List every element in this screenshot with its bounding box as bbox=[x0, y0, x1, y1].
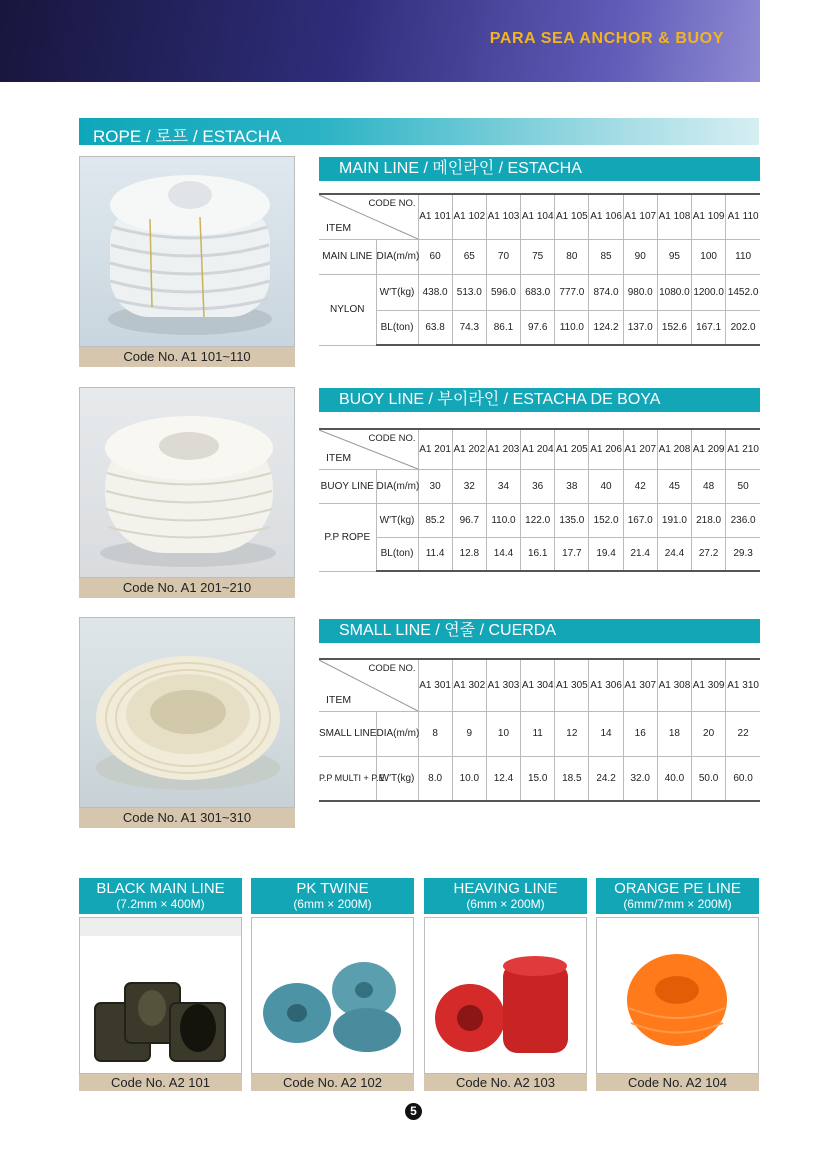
section-bar-rope bbox=[79, 118, 759, 145]
code-cell: A1 309 bbox=[692, 659, 726, 711]
code-cell: A1 110 bbox=[726, 194, 760, 239]
table-cell: 95 bbox=[657, 239, 691, 274]
table-cell: 122.0 bbox=[521, 503, 555, 537]
code-cell: A1 201 bbox=[418, 429, 452, 469]
header-diagonal-cell: CODE NO. ITEM bbox=[319, 659, 418, 711]
table-cell: 777.0 bbox=[555, 274, 589, 310]
table-cell: 36 bbox=[521, 469, 555, 503]
table-cell: 683.0 bbox=[521, 274, 555, 310]
row-unit: W'T(kg) bbox=[376, 756, 418, 801]
code-cell: A1 202 bbox=[452, 429, 486, 469]
product-photo bbox=[79, 917, 242, 1074]
code-cell: A1 203 bbox=[486, 429, 520, 469]
row-unit: BL(ton) bbox=[376, 310, 418, 345]
table-cell: 40.0 bbox=[657, 756, 691, 801]
table-cell: 63.8 bbox=[418, 310, 452, 345]
table-cell: 438.0 bbox=[418, 274, 452, 310]
table-cell: 24.2 bbox=[589, 756, 623, 801]
row-label: P.P MULTI + P.E bbox=[319, 756, 376, 801]
small-line-table bbox=[319, 658, 760, 802]
buoy-line-table bbox=[319, 428, 760, 572]
product-spec: (6mm/7mm × 200M) bbox=[623, 897, 732, 911]
row-unit: BL(ton) bbox=[376, 537, 418, 571]
table-cell: 50.0 bbox=[692, 756, 726, 801]
row-unit: DIA(m/m) bbox=[376, 239, 418, 274]
section-title: ROPE / 로프 / ESTACHA bbox=[93, 127, 282, 146]
code-cell: A1 302 bbox=[452, 659, 486, 711]
table-cell: 50 bbox=[726, 469, 760, 503]
code-cell: A1 305 bbox=[555, 659, 589, 711]
table-cell: 10.0 bbox=[452, 756, 486, 801]
table-cell: 60.0 bbox=[726, 756, 760, 801]
rope-photo-small-line bbox=[79, 617, 295, 808]
table-cell: 17.7 bbox=[555, 537, 589, 571]
table-cell: 80 bbox=[555, 239, 589, 274]
rope-photo-buoy-line-caption: Code No. A1 201~210 bbox=[79, 578, 295, 598]
table-cell: 1080.0 bbox=[657, 274, 691, 310]
table-cell: 86.1 bbox=[486, 310, 520, 345]
code-cell: A1 208 bbox=[657, 429, 691, 469]
rope-photo-small-line-caption: Code No. A1 301~310 bbox=[79, 808, 295, 828]
table-cell: 110 bbox=[726, 239, 760, 274]
table-cell: 90 bbox=[623, 239, 657, 274]
rope-photo-main-line-caption: Code No. A1 101~110 bbox=[79, 347, 295, 367]
table-cell: 152.0 bbox=[589, 503, 623, 537]
table-cell: 1452.0 bbox=[726, 274, 760, 310]
product-title-box bbox=[79, 878, 242, 914]
table-cell: 32.0 bbox=[623, 756, 657, 801]
code-cell: A1 209 bbox=[692, 429, 726, 469]
table-cell: 191.0 bbox=[657, 503, 691, 537]
small-line-table-title: SMALL LINE / 연줄 / CUERDA bbox=[319, 619, 760, 643]
code-cell: A1 301 bbox=[418, 659, 452, 711]
table-cell: 10 bbox=[486, 711, 520, 756]
code-cell: A1 304 bbox=[521, 659, 555, 711]
product-photo bbox=[251, 917, 414, 1074]
table-cell: 70 bbox=[486, 239, 520, 274]
code-cell: A1 204 bbox=[521, 429, 555, 469]
code-cell: A1 101 bbox=[418, 194, 452, 239]
table-cell: 980.0 bbox=[623, 274, 657, 310]
code-cell: A1 206 bbox=[589, 429, 623, 469]
table-cell: 48 bbox=[692, 469, 726, 503]
group-label: P.P ROPE bbox=[319, 503, 376, 571]
table-cell: 96.7 bbox=[452, 503, 486, 537]
table-cell: 167.0 bbox=[623, 503, 657, 537]
header-diagonal-cell: CODE NO. ITEM bbox=[319, 194, 418, 239]
table-cell: 74.3 bbox=[452, 310, 486, 345]
table-cell: 60 bbox=[418, 239, 452, 274]
table-cell: 14.4 bbox=[486, 537, 520, 571]
table-cell: 8.0 bbox=[418, 756, 452, 801]
header-title: PARA SEA ANCHOR & BUOY bbox=[489, 30, 724, 47]
table-cell: 1200.0 bbox=[692, 274, 726, 310]
table-cell: 65 bbox=[452, 239, 486, 274]
table-cell: 513.0 bbox=[452, 274, 486, 310]
table-cell: 202.0 bbox=[726, 310, 760, 345]
table-cell: 38 bbox=[555, 469, 589, 503]
table-cell: 12.8 bbox=[452, 537, 486, 571]
product-photo bbox=[596, 917, 759, 1074]
table-cell: 110.0 bbox=[555, 310, 589, 345]
table-cell: 29.3 bbox=[726, 537, 760, 571]
table-cell: 20 bbox=[692, 711, 726, 756]
code-cell: A1 108 bbox=[657, 194, 691, 239]
row-unit: W'T(kg) bbox=[376, 274, 418, 310]
code-cell: A1 310 bbox=[726, 659, 760, 711]
code-cell: A1 303 bbox=[486, 659, 520, 711]
table-cell: 596.0 bbox=[486, 274, 520, 310]
header-diagonal-cell: CODE NO. ITEM bbox=[319, 429, 418, 469]
product-title-box bbox=[424, 878, 587, 914]
product-code-caption: Code No. A2 102 bbox=[251, 1074, 414, 1091]
table-cell: 14 bbox=[589, 711, 623, 756]
row-label: MAIN LINE bbox=[319, 239, 376, 274]
code-cell: A1 102 bbox=[452, 194, 486, 239]
rope-photo-main-line bbox=[79, 156, 295, 347]
main-line-table-title: MAIN LINE / 메인라인 / ESTACHA bbox=[319, 157, 760, 181]
buoy-line-table-title: BUOY LINE / 부이라인 / ESTACHA DE BOYA bbox=[319, 388, 760, 412]
table-cell: 12.4 bbox=[486, 756, 520, 801]
code-cell: A1 104 bbox=[521, 194, 555, 239]
row-unit: DIA(m/m) bbox=[376, 469, 418, 503]
table-cell: 124.2 bbox=[589, 310, 623, 345]
code-cell: A1 105 bbox=[555, 194, 589, 239]
table-cell: 85 bbox=[589, 239, 623, 274]
table-cell: 85.2 bbox=[418, 503, 452, 537]
table-cell: 167.1 bbox=[692, 310, 726, 345]
product-name: ORANGE PE LINE bbox=[614, 880, 741, 897]
row-unit: W'T(kg) bbox=[376, 503, 418, 537]
code-cell: A1 205 bbox=[555, 429, 589, 469]
product-spec: (6mm × 200M) bbox=[293, 897, 372, 911]
code-cell: A1 109 bbox=[692, 194, 726, 239]
row-label: SMALL LINE bbox=[319, 711, 376, 756]
table-cell: 137.0 bbox=[623, 310, 657, 345]
table-cell: 97.6 bbox=[521, 310, 555, 345]
table-cell: 12 bbox=[555, 711, 589, 756]
table-cell: 42 bbox=[623, 469, 657, 503]
code-cell: A1 306 bbox=[589, 659, 623, 711]
table-cell: 27.2 bbox=[692, 537, 726, 571]
row-unit: DIA(m/m) bbox=[376, 711, 418, 756]
table-cell: 110.0 bbox=[486, 503, 520, 537]
table-cell: 152.6 bbox=[657, 310, 691, 345]
table-cell: 11.4 bbox=[418, 537, 452, 571]
row-label: BUOY LINE bbox=[319, 469, 376, 503]
table-cell: 75 bbox=[521, 239, 555, 274]
table-cell: 9 bbox=[452, 711, 486, 756]
rope-photo-buoy-line bbox=[79, 387, 295, 578]
code-cell: A1 107 bbox=[623, 194, 657, 239]
table-cell: 11 bbox=[521, 711, 555, 756]
table-cell: 30 bbox=[418, 469, 452, 503]
table-cell: 32 bbox=[452, 469, 486, 503]
table-cell: 18.5 bbox=[555, 756, 589, 801]
main-line-table bbox=[319, 193, 760, 346]
table-cell: 8 bbox=[418, 711, 452, 756]
product-spec: (6mm × 200M) bbox=[466, 897, 545, 911]
code-cell: A1 308 bbox=[657, 659, 691, 711]
code-cell: A1 207 bbox=[623, 429, 657, 469]
table-cell: 236.0 bbox=[726, 503, 760, 537]
product-name: BLACK MAIN LINE bbox=[96, 880, 225, 897]
table-cell: 16 bbox=[623, 711, 657, 756]
product-photo bbox=[424, 917, 587, 1074]
product-code-caption: Code No. A2 104 bbox=[596, 1074, 759, 1091]
page-number: 5 bbox=[405, 1103, 422, 1120]
product-spec: (7.2mm × 400M) bbox=[116, 897, 205, 911]
product-title-box bbox=[596, 878, 759, 914]
table-cell: 45 bbox=[657, 469, 691, 503]
code-cell: A1 307 bbox=[623, 659, 657, 711]
table-cell: 22 bbox=[726, 711, 760, 756]
table-cell: 874.0 bbox=[589, 274, 623, 310]
table-cell: 16.1 bbox=[521, 537, 555, 571]
table-cell: 19.4 bbox=[589, 537, 623, 571]
product-code-caption: Code No. A2 103 bbox=[424, 1074, 587, 1091]
table-cell: 40 bbox=[589, 469, 623, 503]
group-label: NYLON bbox=[319, 274, 376, 345]
page-header bbox=[0, 0, 760, 82]
product-name: PK TWINE bbox=[296, 880, 369, 897]
table-cell: 218.0 bbox=[692, 503, 726, 537]
table-cell: 34 bbox=[486, 469, 520, 503]
table-cell: 100 bbox=[692, 239, 726, 274]
product-code-caption: Code No. A2 101 bbox=[79, 1074, 242, 1091]
table-cell: 135.0 bbox=[555, 503, 589, 537]
table-cell: 21.4 bbox=[623, 537, 657, 571]
table-cell: 24.4 bbox=[657, 537, 691, 571]
table-cell: 18 bbox=[657, 711, 691, 756]
code-cell: A1 103 bbox=[486, 194, 520, 239]
product-name: HEAVING LINE bbox=[453, 880, 558, 897]
code-cell: A1 210 bbox=[726, 429, 760, 469]
code-cell: A1 106 bbox=[589, 194, 623, 239]
product-title-box bbox=[251, 878, 414, 914]
table-cell: 15.0 bbox=[521, 756, 555, 801]
